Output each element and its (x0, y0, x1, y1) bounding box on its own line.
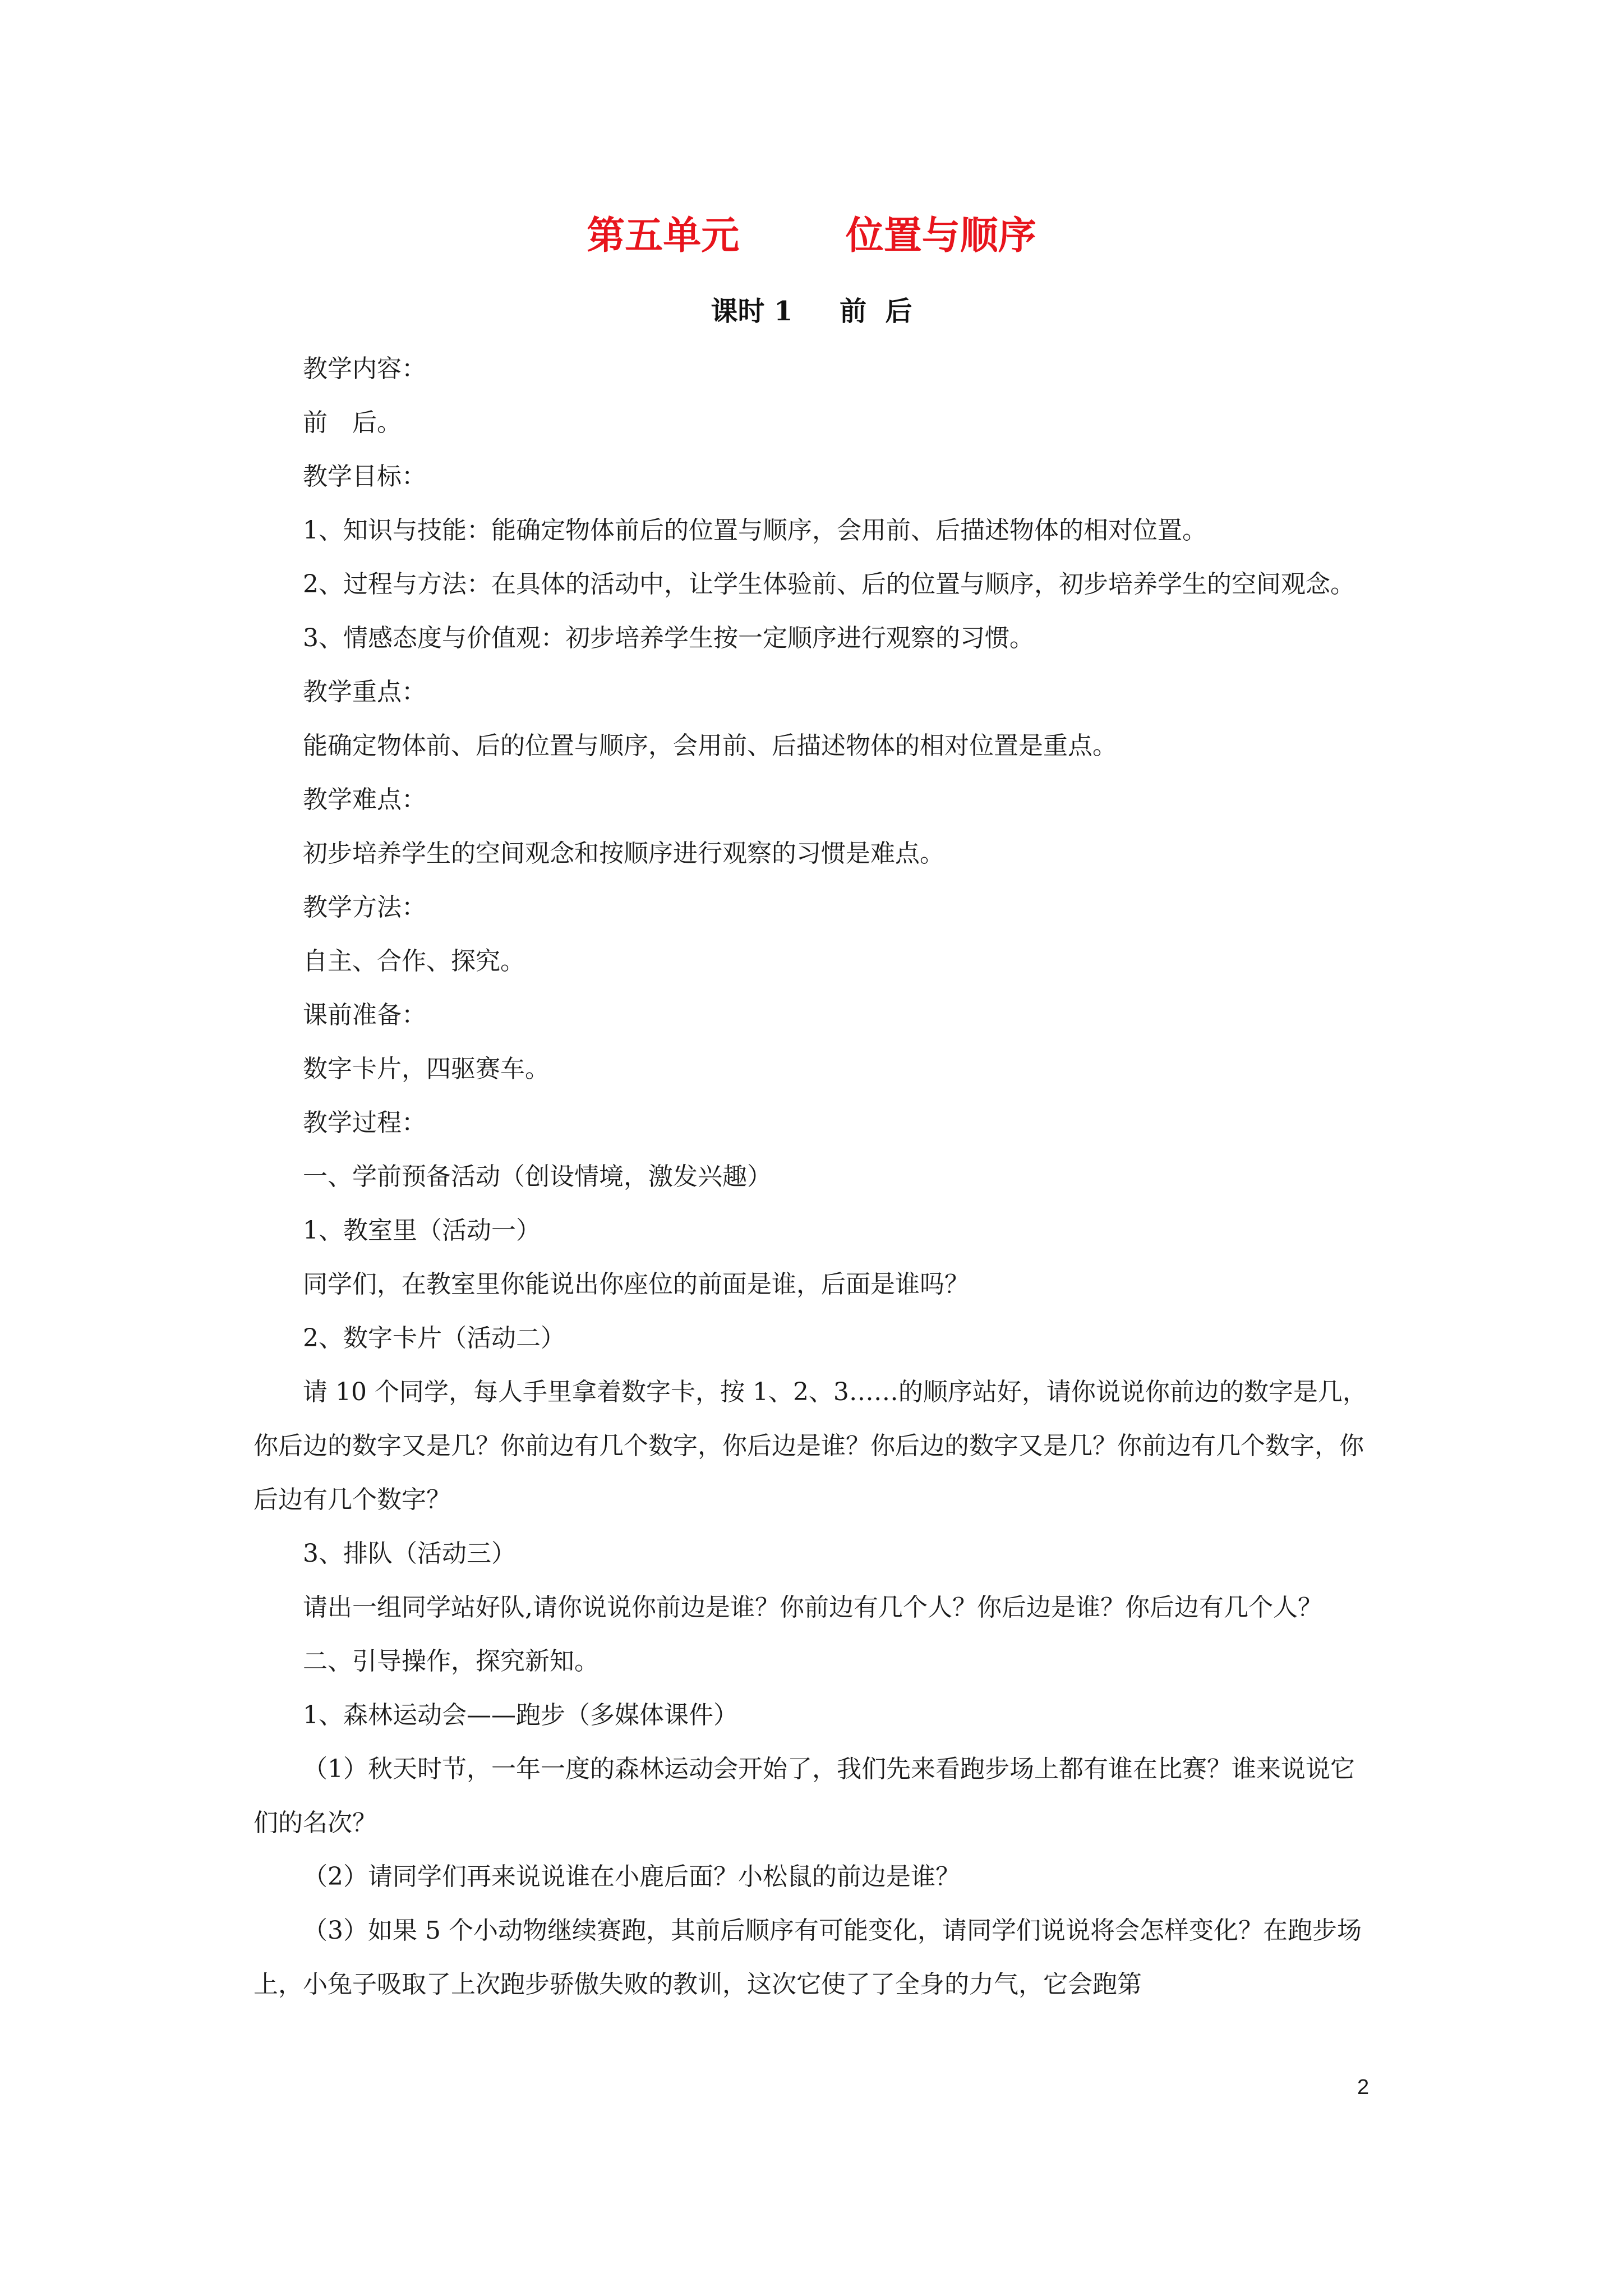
page-title: 第五单元 位置与顺序 (587, 213, 1036, 258)
paragraph: 请 10 个同学，每人手里拿着数字卡，按 1、2、3……的顺序站好，请你说说你前边的数字是几，你后边的数字又是几？你前边有几个数字，你后边是谁？你后边的数字又是几？你前边有几个数字，你后边有几个数字？ (253, 1378, 1367, 1514)
paragraph: 前 后。 (303, 408, 402, 437)
document-body (253, 342, 1375, 2012)
paragraph: 数字卡片，四驱赛车。 (303, 1055, 550, 1083)
paragraph: 同学们，在教室里你能说出你座位的前面是谁，后面是谁吗？ (303, 1270, 969, 1299)
paragraph: （1）秋天时节，一年一度的森林运动会开始了，我们先来看跑步场上都有谁在比赛？谁来说说它们的名次？ (253, 1755, 1355, 1837)
paragraph: 2、过程与方法：在具体的活动中，让学生体验前、后的位置与顺序，初步培养学生的空间观念。 (303, 570, 1355, 599)
paragraph: 二、引导操作，探究新知。 (303, 1647, 599, 1676)
paragraph: 一、学前预备活动（创设情境，激发兴趣） (303, 1162, 772, 1191)
paragraph: 3、排队（活动三） (303, 1539, 516, 1568)
paragraph: 教学重点： (303, 678, 426, 706)
lesson-subtitle: 课时 1 前 后 (711, 296, 912, 327)
paragraph: 3、情感态度与价值观：初步培养学生按一定顺序进行观察的习惯。 (303, 624, 1034, 652)
paragraph: 初步培养学生的空间观念和按顺序进行观察的习惯是难点。 (303, 839, 944, 868)
paragraph: （2）请同学们再来说说谁在小鹿后面？小松鼠的前边是谁？ (303, 1862, 960, 1891)
paragraph: 教学过程： (303, 1108, 426, 1137)
paragraph: 1、森林运动会——跑步（多媒体课件） (303, 1701, 738, 1729)
paragraph: （3）如果 5 个小动物继续赛跑，其前后顺序有可能变化，请同学们说说将会怎样变化？在跑步场上，小兔子吸取了上次跑步骄傲失败的教训，这次它使了了全身的力气，它会跑第 (253, 1916, 1362, 1999)
paragraph: 课前准备： (303, 1001, 426, 1029)
paragraph: 1、知识与技能：能确定物体前后的位置与顺序，会用前、后描述物体的相对位置。 (303, 516, 1207, 545)
paragraph: 1、教室里（活动一） (303, 1216, 541, 1245)
paragraph: 能确定物体前、后的位置与顺序，会用前、后描述物体的相对位置是重点。 (303, 731, 1117, 760)
paragraph: 教学方法： (303, 893, 426, 922)
paragraph: 教学目标： (303, 462, 426, 491)
paragraph: 自主、合作、探究。 (303, 947, 525, 976)
page-number: 2 (1357, 2076, 1370, 2099)
paragraph: 教学难点： (303, 785, 426, 814)
paragraph: 请出一组同学站好队,请你说说你前边是谁？你前边有几个人？你后边是谁？你后边有几个人？ (303, 1593, 1322, 1622)
paragraph: 2、数字卡片（活动二） (303, 1324, 565, 1352)
paragraph: 教学内容： (303, 355, 426, 383)
